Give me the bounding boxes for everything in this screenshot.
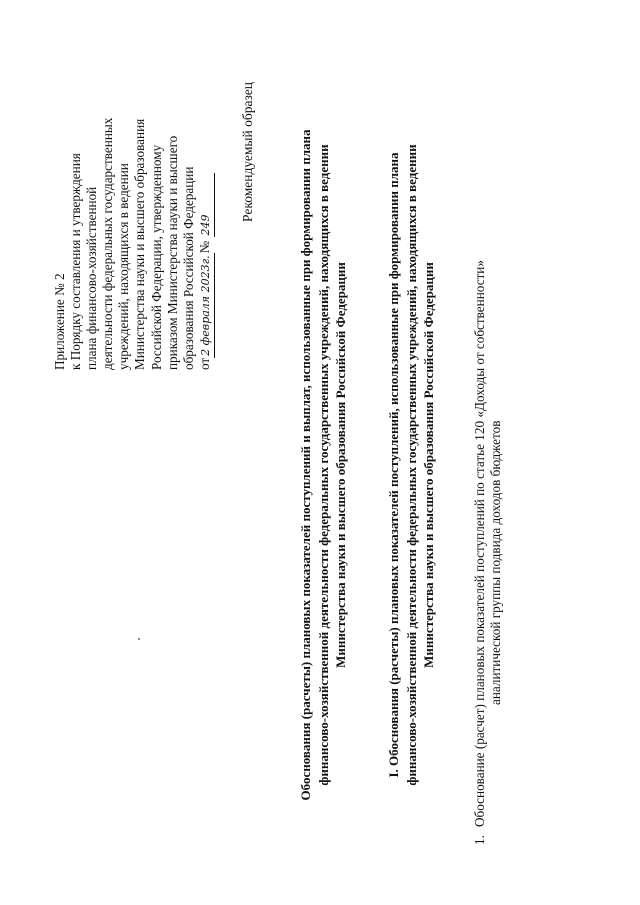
appendix-line: деятельности федеральных государственных (100, 117, 116, 370)
section-1-line: I. Обоснования (расчеты) плановых показателей поступлений, использованные при формировании плана (386, 152, 401, 778)
section-1-line: финансово-хозяйственной деятельности федеральных государственных учреждений, находящихся в ведении (403, 144, 419, 786)
item-1-number: 1. (472, 835, 487, 845)
main-title-line: Министерства науки и высшего образования Российской Федерации (333, 262, 348, 668)
recommended-sample-label: Рекомендуемый образец (240, 81, 255, 222)
main-title (297, 65, 350, 865)
appendix-line: Приложение № 2 (52, 273, 67, 370)
main-title-line: финансово-хозяйственной деятельности федеральных государственных учреждений, находящихся в ведении (315, 144, 331, 786)
main-title-line: Обоснования (расчеты) плановых показателей поступлений и выплат, использованные при формировании плана (298, 129, 313, 801)
appendix-header (52, 40, 215, 370)
appendix-line: Российской Федерации, утвержденному (148, 144, 164, 370)
appendix-line: плана финансово-хозяйственной (84, 186, 100, 370)
scan-speck (138, 638, 140, 640)
section-1-line: Министерства науки и высшего образования Российской Федерации (421, 262, 436, 668)
appendix-line: Министерства науки и высшего образования (132, 118, 148, 370)
item-1-text: Обоснование (расчет) плановых показателей поступлений по статье 120 «Доходы от собственности» (472, 260, 487, 827)
number-sign: № (196, 240, 212, 254)
section-1-heading (385, 65, 438, 865)
handwritten-order-number: 249 (198, 173, 215, 237)
appendix-line: учреждений, находящихся в ведении (116, 163, 132, 370)
appendix-line: приказом Министерства науки и высшего (164, 135, 180, 370)
handwritten-date: 2 февраля 2023г. (198, 253, 215, 357)
date-prefix: от (196, 357, 212, 370)
appendix-line: к Порядку составления и утверждения (68, 153, 84, 370)
appendix-line: образования Российской Федерации (180, 166, 196, 370)
item-1-subtext: аналитической группы подвида доходов бюджетов (488, 420, 503, 705)
order-date-line (197, 40, 215, 370)
